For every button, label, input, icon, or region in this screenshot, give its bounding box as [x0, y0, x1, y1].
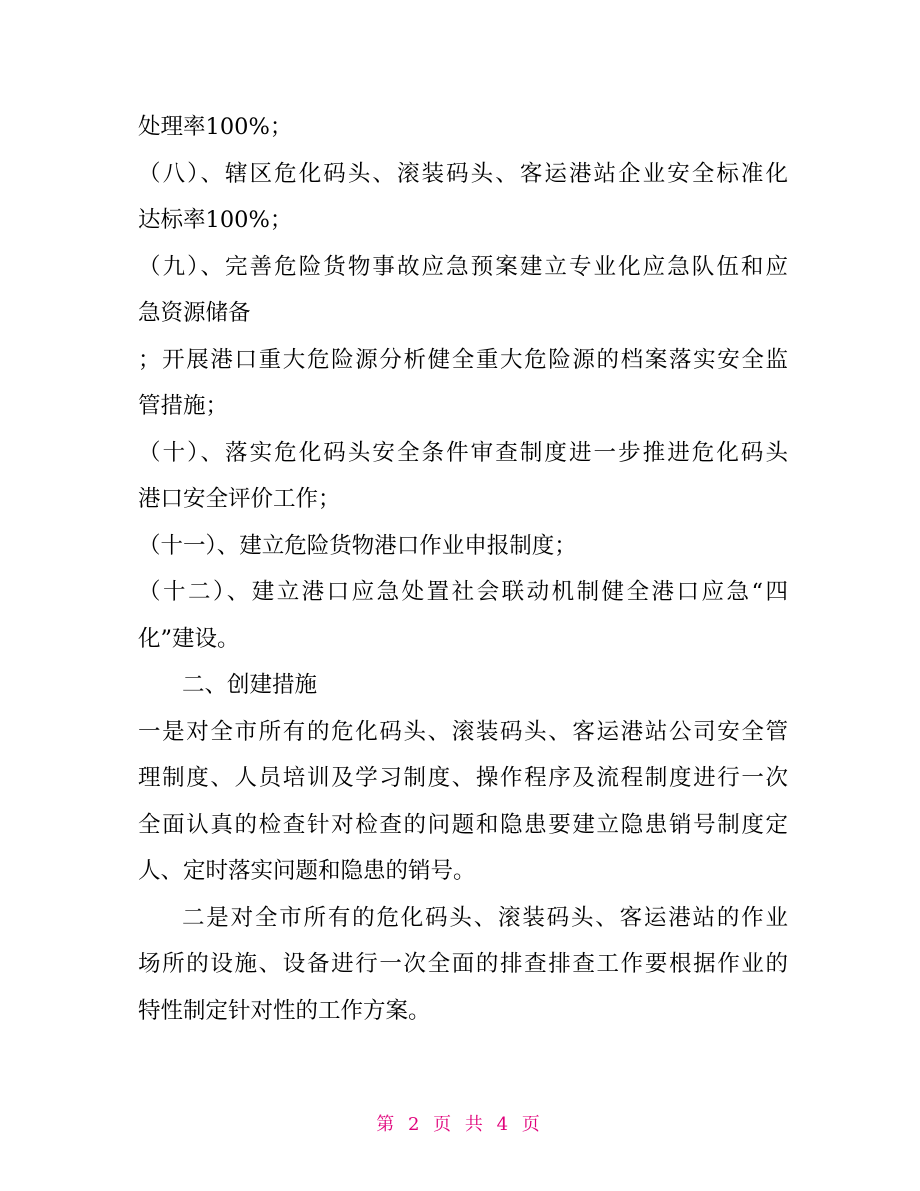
body-line: 场所的设施、设备进行一次全面的排查排查工作要根据作业的	[138, 951, 788, 977]
section-heading: 二、创建措施	[182, 672, 318, 698]
body-line: 人、定时落实问题和隐患的销号。	[138, 858, 476, 884]
body-line: （十一）、建立危险货物港口作业申报制度；	[138, 532, 577, 559]
document-body	[138, 104, 788, 1034]
body-line: 二是对全市所有的危化码头、滚装码头、客运港站的作业	[182, 904, 788, 931]
body-line: 全面认真的检查针对检查的问题和隐患要建立隐患销号制度定	[138, 811, 788, 838]
body-line: 特性制定针对性的工作方案。	[138, 997, 431, 1024]
body-line: （九）、完善危险货物事故应急预案建立专业化应急队伍和应	[138, 253, 788, 280]
body-line: 港口安全评价工作；	[138, 486, 341, 512]
page-number-footer: 第 2 页 共 4 页	[376, 1114, 544, 1135]
body-line: 化”建设。	[138, 625, 240, 652]
body-line: 达标率100%；	[138, 207, 293, 233]
body-line: 急资源储备	[138, 300, 251, 326]
body-line: 处理率100%；	[138, 114, 293, 140]
body-line: （十）、落实危化码头安全条件审查制度进一步推进危化码头	[138, 439, 788, 466]
body-line: （八）、辖区危化码头、滚装码头、客运港站企业安全标准化	[138, 160, 788, 187]
body-line: （十二）、建立港口应急处置社会联动机制健全港口应急“四	[138, 579, 788, 605]
body-line: 管措施；	[138, 393, 229, 419]
body-line: 理制度、人员培训及学习制度、操作程序及流程制度进行一次	[138, 765, 788, 791]
body-line: 一是对全市所有的危化码头、滚装码头、客运港站公司安全管	[138, 718, 788, 745]
body-line: ；开展港口重大危险源分析健全重大危险源的档案落实安全监	[138, 346, 788, 373]
